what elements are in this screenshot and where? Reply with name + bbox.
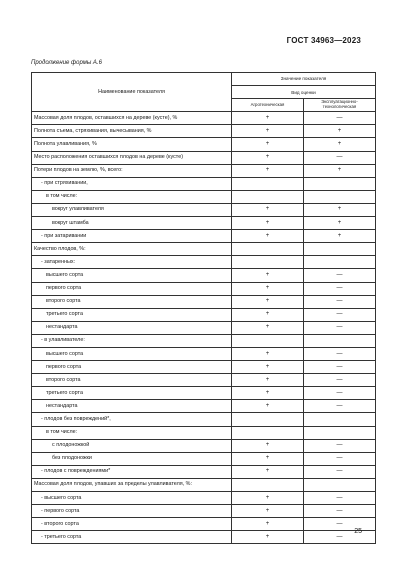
agro-mark bbox=[232, 190, 304, 203]
tech-mark: — bbox=[304, 400, 376, 413]
table-row bbox=[32, 518, 376, 531]
tech-mark: — bbox=[304, 151, 376, 164]
table-body bbox=[32, 112, 376, 544]
indicator-name: с плодоножкой bbox=[32, 439, 232, 452]
indicator-name: третьего сорта bbox=[32, 387, 232, 400]
agro-mark bbox=[232, 478, 304, 491]
indicator-name: нестандарта bbox=[32, 400, 232, 413]
agro-mark: + bbox=[232, 387, 304, 400]
indicator-name: Потери плодов на землю, %, всего: bbox=[32, 164, 232, 177]
table-row bbox=[32, 269, 376, 282]
agro-mark: + bbox=[232, 321, 304, 334]
agro-mark bbox=[232, 243, 304, 256]
agro-mark: + bbox=[232, 138, 304, 151]
tech-mark: — bbox=[304, 492, 376, 505]
table-row bbox=[32, 230, 376, 243]
column-header-values: Значение показателя bbox=[232, 73, 376, 86]
agro-mark bbox=[232, 177, 304, 190]
tech-mark: + bbox=[304, 230, 376, 243]
page-number: 25 bbox=[354, 528, 362, 535]
table-row bbox=[32, 151, 376, 164]
table-row bbox=[32, 505, 376, 518]
agro-mark: + bbox=[232, 465, 304, 478]
indicator-name: третьего сорта bbox=[32, 308, 232, 321]
agro-mark: + bbox=[232, 203, 304, 216]
agro-mark: + bbox=[232, 308, 304, 321]
tech-mark: — bbox=[304, 112, 376, 125]
tech-mark: + bbox=[304, 203, 376, 216]
table-row bbox=[32, 439, 376, 452]
indicator-table bbox=[31, 72, 376, 544]
agro-mark bbox=[232, 413, 304, 426]
agro-mark: + bbox=[232, 400, 304, 413]
agro-mark: + bbox=[232, 151, 304, 164]
agro-mark bbox=[232, 334, 304, 347]
agro-mark: + bbox=[232, 505, 304, 518]
agro-mark: + bbox=[232, 374, 304, 387]
table-row bbox=[32, 282, 376, 295]
indicator-name: вокруг улавливателя bbox=[32, 203, 232, 216]
indicator-name: высшего сорта bbox=[32, 269, 232, 282]
indicator-name: нестандарта bbox=[32, 321, 232, 334]
tech-mark: + bbox=[304, 125, 376, 138]
table-row bbox=[32, 347, 376, 360]
table-row bbox=[32, 413, 376, 426]
table-row bbox=[32, 334, 376, 347]
table-row bbox=[32, 125, 376, 138]
agro-mark: + bbox=[232, 452, 304, 465]
table-row bbox=[32, 374, 376, 387]
table-row bbox=[32, 164, 376, 177]
tech-mark: — bbox=[304, 361, 376, 374]
agro-mark: + bbox=[232, 269, 304, 282]
tech-mark: — bbox=[304, 518, 376, 531]
table-row bbox=[32, 203, 376, 216]
table-row bbox=[32, 478, 376, 491]
indicator-name: Качество плодов, %: bbox=[32, 243, 232, 256]
agro-mark: + bbox=[232, 164, 304, 177]
indicator-name: - первого сорта bbox=[32, 505, 232, 518]
table-row bbox=[32, 321, 376, 334]
table-row bbox=[32, 492, 376, 505]
table-row bbox=[32, 465, 376, 478]
table-row bbox=[32, 361, 376, 374]
indicator-name: Полнота улавливания, % bbox=[32, 138, 232, 151]
indicator-name: в том числе: bbox=[32, 190, 232, 203]
tech-mark bbox=[304, 243, 376, 256]
indicator-name: - плодов без повреждений*, bbox=[32, 413, 232, 426]
tech-mark bbox=[304, 334, 376, 347]
tech-mark bbox=[304, 190, 376, 203]
agro-mark: + bbox=[232, 531, 304, 544]
tech-mark: — bbox=[304, 387, 376, 400]
indicator-name: первого сорта bbox=[32, 282, 232, 295]
agro-mark: + bbox=[232, 439, 304, 452]
tech-mark: — bbox=[304, 439, 376, 452]
tech-mark: — bbox=[304, 269, 376, 282]
document-number: ГОСТ 34963—2023 bbox=[286, 36, 361, 45]
agro-mark: + bbox=[232, 361, 304, 374]
table-row bbox=[32, 531, 376, 544]
agro-mark: + bbox=[232, 518, 304, 531]
tech-mark: — bbox=[304, 531, 376, 544]
table-row bbox=[32, 177, 376, 190]
table-row bbox=[32, 400, 376, 413]
indicator-name: Полнота съема, стряхивания, вычесывания, % bbox=[32, 125, 232, 138]
indicator-name: Массовая доля плодов, упавших за пределы улавливателя, %: bbox=[32, 478, 232, 491]
indicator-name: в том числе: bbox=[32, 426, 232, 439]
column-header-agro: Агротехническая bbox=[232, 99, 304, 112]
table-row bbox=[32, 190, 376, 203]
table-row bbox=[32, 243, 376, 256]
indicator-name: - третьего сорта bbox=[32, 531, 232, 544]
table-row bbox=[32, 295, 376, 308]
table-row bbox=[32, 308, 376, 321]
tech-mark: — bbox=[304, 347, 376, 360]
tech-mark: — bbox=[304, 321, 376, 334]
indicator-name: - при стряхивании, bbox=[32, 177, 232, 190]
indicator-name: Место расположения оставшихся плодов на дереве (кусте) bbox=[32, 151, 232, 164]
tech-mark: — bbox=[304, 452, 376, 465]
table-row bbox=[32, 138, 376, 151]
agro-mark: + bbox=[232, 492, 304, 505]
table-row bbox=[32, 217, 376, 230]
agro-mark: + bbox=[232, 295, 304, 308]
column-header-tech: Эксплуатационно-технологическая bbox=[304, 99, 376, 112]
indicator-name: - второго сорта bbox=[32, 518, 232, 531]
indicator-name: второго сорта bbox=[32, 374, 232, 387]
tech-mark: + bbox=[304, 138, 376, 151]
indicator-name: - при затаривании bbox=[32, 230, 232, 243]
agro-mark: + bbox=[232, 217, 304, 230]
tech-mark bbox=[304, 256, 376, 269]
tech-mark: + bbox=[304, 217, 376, 230]
indicator-name: высшего сорта bbox=[32, 347, 232, 360]
agro-mark bbox=[232, 426, 304, 439]
indicator-name: - затаренных: bbox=[32, 256, 232, 269]
agro-mark: + bbox=[232, 230, 304, 243]
column-header-name: Наименование показателя bbox=[32, 73, 232, 112]
table-row bbox=[32, 387, 376, 400]
tech-mark: — bbox=[304, 308, 376, 321]
tech-mark bbox=[304, 413, 376, 426]
agro-mark bbox=[232, 256, 304, 269]
continuation-label: Продолжение формы А.6 bbox=[31, 60, 102, 66]
agro-mark: + bbox=[232, 282, 304, 295]
tech-mark: + bbox=[304, 164, 376, 177]
tech-mark bbox=[304, 426, 376, 439]
tech-mark: — bbox=[304, 465, 376, 478]
tech-mark: — bbox=[304, 282, 376, 295]
column-header-type: Вид оценки bbox=[232, 86, 376, 99]
indicator-name: первого сорта bbox=[32, 361, 232, 374]
table-row bbox=[32, 256, 376, 269]
table-row bbox=[32, 452, 376, 465]
tech-mark: — bbox=[304, 374, 376, 387]
indicator-name: - плодов с повреждениями* bbox=[32, 465, 232, 478]
tech-mark: — bbox=[304, 295, 376, 308]
tech-mark bbox=[304, 177, 376, 190]
table-row bbox=[32, 112, 376, 125]
indicator-name: вокруг штамба bbox=[32, 217, 232, 230]
tech-mark bbox=[304, 478, 376, 491]
agro-mark: + bbox=[232, 125, 304, 138]
indicator-name: - высшего сорта bbox=[32, 492, 232, 505]
indicator-name: - в улавливателе: bbox=[32, 334, 232, 347]
indicator-name: второго сорта bbox=[32, 295, 232, 308]
tech-mark: — bbox=[304, 505, 376, 518]
indicator-name: без плодоножки bbox=[32, 452, 232, 465]
indicator-name: Массовая доля плодов, оставшихся на дереве (кусте), % bbox=[32, 112, 232, 125]
agro-mark: + bbox=[232, 112, 304, 125]
table-row bbox=[32, 426, 376, 439]
agro-mark: + bbox=[232, 347, 304, 360]
